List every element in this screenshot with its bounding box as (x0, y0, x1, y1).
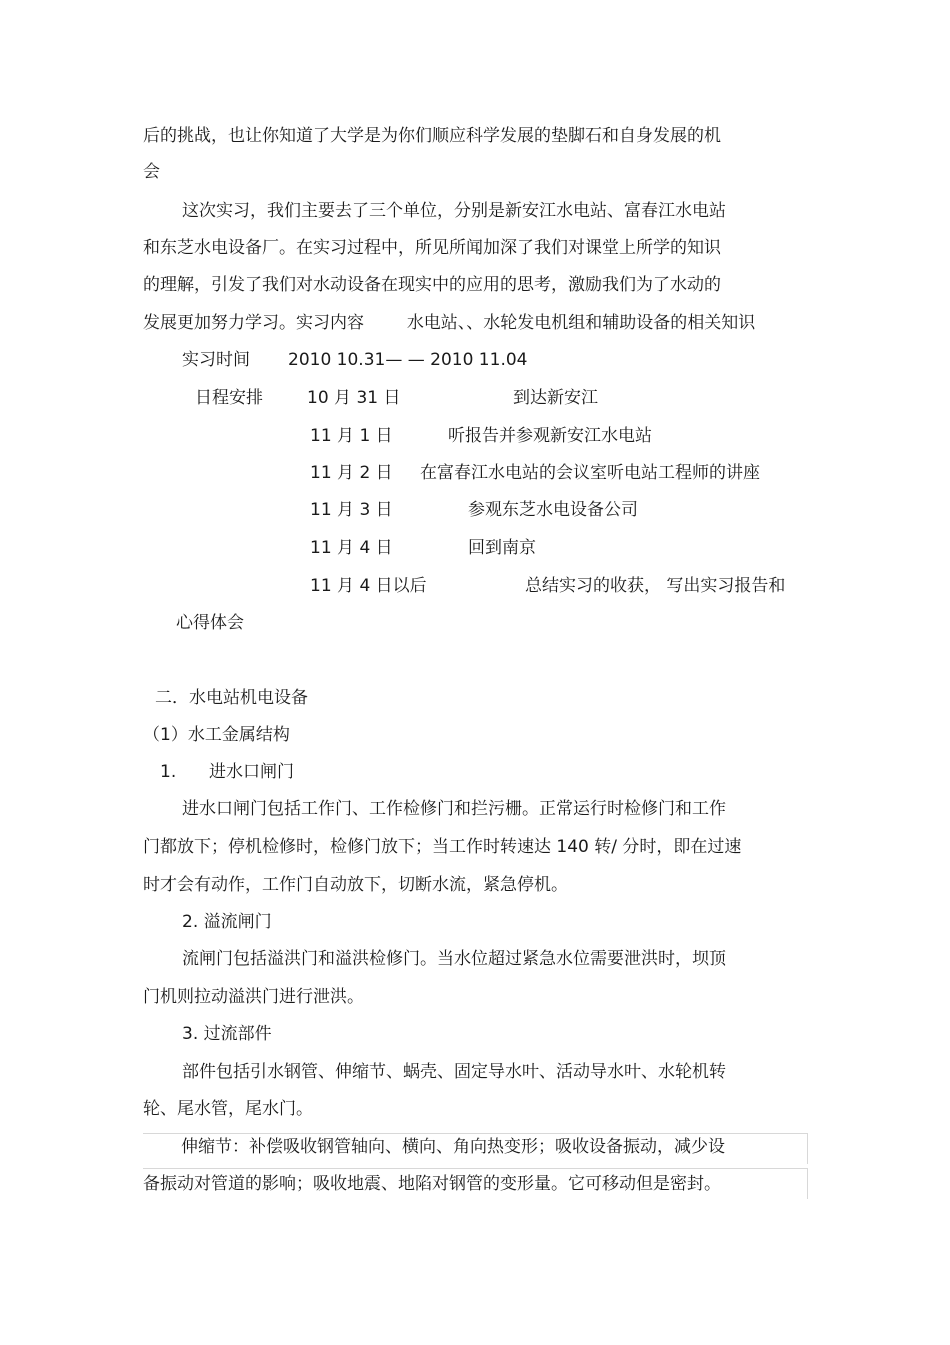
schedule-event: 参观东芝水电设备公司 (468, 500, 638, 520)
schedule-date: 11 月 4 日 (310, 538, 393, 558)
box-line-1: 伸缩节：补偿吸收钢管轴向、横向、角向热变形；吸收设备振动，减少设 (181, 1137, 725, 1157)
schedule-event: 总结实习的收获， 写出实习报告和 (525, 576, 786, 596)
schedule-date: 11 月 3 日 (310, 500, 393, 520)
item-title: 进水口闸门 (209, 762, 295, 782)
intro-line-1: 后的挑战，也让你知道了大学是为你们顺应科学发展的垫脚石和自身发展的机 (143, 126, 721, 146)
box-line-2: 备振动对管道的影响；吸收地震、地陷对钢管的变形量。它可移动但是密封。 (143, 1174, 721, 1194)
schedule-date: 11 月 4 日以后 (310, 576, 427, 596)
intro-line-2: 会 (143, 162, 160, 182)
item-heading: 2. 溢流闸门 (182, 912, 272, 932)
item-number: 1. (160, 762, 177, 782)
section-heading: 二．水电站机电设备 (155, 688, 308, 708)
item2-line-1: 流闸门包括溢洪门和溢洪检修门。当水位超过紧急水位需要泄洪时，坝顶 (182, 949, 726, 969)
item3-line-2: 轮、尾水管，尾水门。 (143, 1099, 313, 1119)
subsection-heading: （1）水工金属结构 (143, 725, 290, 745)
item1-line-3: 时才会有动作，工作门自动放下，切断水流，紧急停机。 (143, 875, 568, 895)
table-row (143, 1133, 808, 1164)
item1-line-1: 进水口闸门包括工作门、工作检修门和拦污栅。正常运行时检修门和工作 (182, 799, 726, 819)
schedule-date: 11 月 2 日 (310, 463, 393, 483)
para1-line-3: 的理解，引发了我们对水动设备在现实中的应用的思考，激励我们为了水动的 (143, 275, 721, 295)
schedule-tail: 心得体会 (176, 613, 244, 633)
item-heading (160, 761, 294, 783)
schedule-label: 日程安排 (195, 388, 263, 408)
item1-line-2: 门都放下；停机检修时，检修门放下；当工作时转速达 140 转/ 分时，即在过速 (143, 837, 742, 857)
item3-line-1: 部件包括引水钢管、伸缩节、蜗壳、固定导水叶、活动导水叶、水轮机转 (182, 1062, 726, 1082)
schedule-date: 11 月 1 日 (310, 426, 393, 446)
para1-line-1: 这次实习，我们主要去了三个单位，分别是新安江水电站、富春江水电站 (182, 201, 726, 221)
content-label: 发展更加努力学习。实习内容 (143, 313, 364, 333)
schedule-date: 10 月 31 日 (307, 388, 401, 408)
para1-line-2: 和东芝水电设备厂。在实习过程中，所见所闻加深了我们对课堂上所学的知识 (143, 238, 721, 258)
time-label: 实习时间 (182, 350, 250, 370)
time-value: 2010 10.31— — 2010 11.04 (288, 350, 528, 370)
content-value: 水电站、、水轮发电机组和辅助设备的相关知识 (406, 313, 756, 333)
table-row (143, 1168, 808, 1199)
schedule-event: 在富春江水电站的会议室听电站工程师的讲座 (420, 463, 760, 483)
para1-line-4 (143, 312, 755, 334)
schedule-event: 到达新安江 (513, 388, 598, 408)
item2-line-2: 门机则拉动溢洪门进行泄洪。 (143, 987, 364, 1007)
schedule-event: 回到南京 (468, 538, 536, 558)
item-heading: 3. 过流部件 (182, 1024, 272, 1044)
schedule-event: 听报告并参观新安江水电站 (448, 426, 652, 446)
